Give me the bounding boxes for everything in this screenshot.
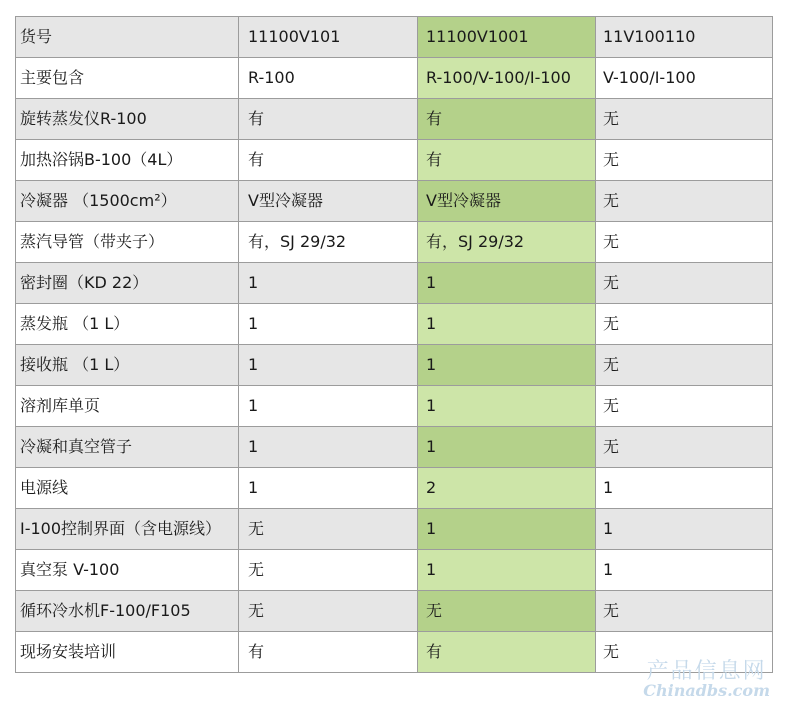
row-label: 蒸汽导管（带夹子） xyxy=(16,222,239,263)
cell-model-11V100110: 1 xyxy=(596,509,773,550)
cell-model-11V100110: 无 xyxy=(596,386,773,427)
cell-model-11100V1001: 1 xyxy=(418,304,596,345)
cell-model-11V100110: 无 xyxy=(596,181,773,222)
row-label: 冷凝器 （1500cm²） xyxy=(16,181,239,222)
cell-model-11100V101: 有 xyxy=(239,140,418,181)
cell-model-11100V101: 无 xyxy=(239,591,418,632)
cell-model-11100V101: 1 xyxy=(239,304,418,345)
row-label: 溶剂库单页 xyxy=(16,386,239,427)
watermark-chinese-text: 产品信息网 xyxy=(646,659,767,685)
cell-model-11100V101: 11100V101 xyxy=(239,17,418,58)
cell-model-11V100110: 无 xyxy=(596,632,773,673)
table-row xyxy=(16,304,773,345)
row-label: 循环冷水机F-100/F105 xyxy=(16,591,239,632)
cell-model-11100V1001: V型冷凝器 xyxy=(418,181,596,222)
row-label: 接收瓶 （1 L） xyxy=(16,345,239,386)
cell-model-11V100110: 无 xyxy=(596,304,773,345)
cell-model-11100V1001: 11100V1001 xyxy=(418,17,596,58)
watermark-url-text: Chinadbs.com xyxy=(643,681,770,701)
row-label: 旋转蒸发仪R-100 xyxy=(16,99,239,140)
cell-model-11100V101: 1 xyxy=(239,345,418,386)
table-body xyxy=(16,17,773,673)
row-label: 冷凝和真空管子 xyxy=(16,427,239,468)
cell-model-11100V1001: 1 xyxy=(418,509,596,550)
cell-model-11100V101: V型冷凝器 xyxy=(239,181,418,222)
cell-model-11V100110: 1 xyxy=(596,550,773,591)
table-row xyxy=(16,222,773,263)
cell-model-11100V101: 1 xyxy=(239,468,418,509)
cell-model-11100V101: 有，SJ 29/32 xyxy=(239,222,418,263)
cell-model-11100V1001: 2 xyxy=(418,468,596,509)
table-row xyxy=(16,550,773,591)
table-row xyxy=(16,386,773,427)
cell-model-11100V101: 有 xyxy=(239,632,418,673)
row-label: I-100控制界面（含电源线） xyxy=(16,509,239,550)
cell-model-11100V1001: 1 xyxy=(418,263,596,304)
cell-model-11100V101: 有 xyxy=(239,99,418,140)
cell-model-11100V1001: R-100/V-100/I-100 xyxy=(418,58,596,99)
table-row xyxy=(16,58,773,99)
row-label: 蒸发瓶 （1 L） xyxy=(16,304,239,345)
cell-model-11V100110: V-100/I-100 xyxy=(596,58,773,99)
product-comparison-table xyxy=(15,16,773,673)
cell-model-11100V1001: 1 xyxy=(418,550,596,591)
cell-model-11100V101: R-100 xyxy=(239,58,418,99)
cell-model-11100V101: 1 xyxy=(239,427,418,468)
cell-model-11V100110: 无 xyxy=(596,263,773,304)
cell-model-11100V1001: 有 xyxy=(418,99,596,140)
table-row xyxy=(16,263,773,304)
cell-model-11V100110: 无 xyxy=(596,591,773,632)
cell-model-11100V101: 无 xyxy=(239,509,418,550)
cell-model-11100V1001: 1 xyxy=(418,386,596,427)
table-row xyxy=(16,99,773,140)
row-label: 现场安装培训 xyxy=(16,632,239,673)
table-row xyxy=(16,468,773,509)
cell-model-11100V1001: 无 xyxy=(418,591,596,632)
cell-model-11100V1001: 1 xyxy=(418,345,596,386)
cell-model-11100V1001: 有 xyxy=(418,140,596,181)
table-row xyxy=(16,632,773,673)
cell-model-11100V101: 无 xyxy=(239,550,418,591)
row-label: 密封圈（KD 22） xyxy=(16,263,239,304)
row-label: 电源线 xyxy=(16,468,239,509)
cell-model-11V100110: 无 xyxy=(596,140,773,181)
table-row xyxy=(16,140,773,181)
cell-model-11V100110: 无 xyxy=(596,345,773,386)
table-row xyxy=(16,509,773,550)
cell-model-11100V1001: 有，SJ 29/32 xyxy=(418,222,596,263)
cell-model-11V100110: 11V100110 xyxy=(596,17,773,58)
row-label: 货号 xyxy=(16,17,239,58)
row-label: 真空泵 V-100 xyxy=(16,550,239,591)
table-row xyxy=(16,345,773,386)
cell-model-11100V101: 1 xyxy=(239,386,418,427)
table-row xyxy=(16,17,773,58)
cell-model-11100V1001: 1 xyxy=(418,427,596,468)
table-row xyxy=(16,181,773,222)
table-row xyxy=(16,591,773,632)
row-label: 主要包含 xyxy=(16,58,239,99)
table-row xyxy=(16,427,773,468)
cell-model-11V100110: 无 xyxy=(596,99,773,140)
cell-model-11V100110: 无 xyxy=(596,427,773,468)
row-label: 加热浴锅B-100（4L） xyxy=(16,140,239,181)
cell-model-11100V1001: 有 xyxy=(418,632,596,673)
cell-model-11V100110: 1 xyxy=(596,468,773,509)
cell-model-11100V101: 1 xyxy=(239,263,418,304)
cell-model-11V100110: 无 xyxy=(596,222,773,263)
